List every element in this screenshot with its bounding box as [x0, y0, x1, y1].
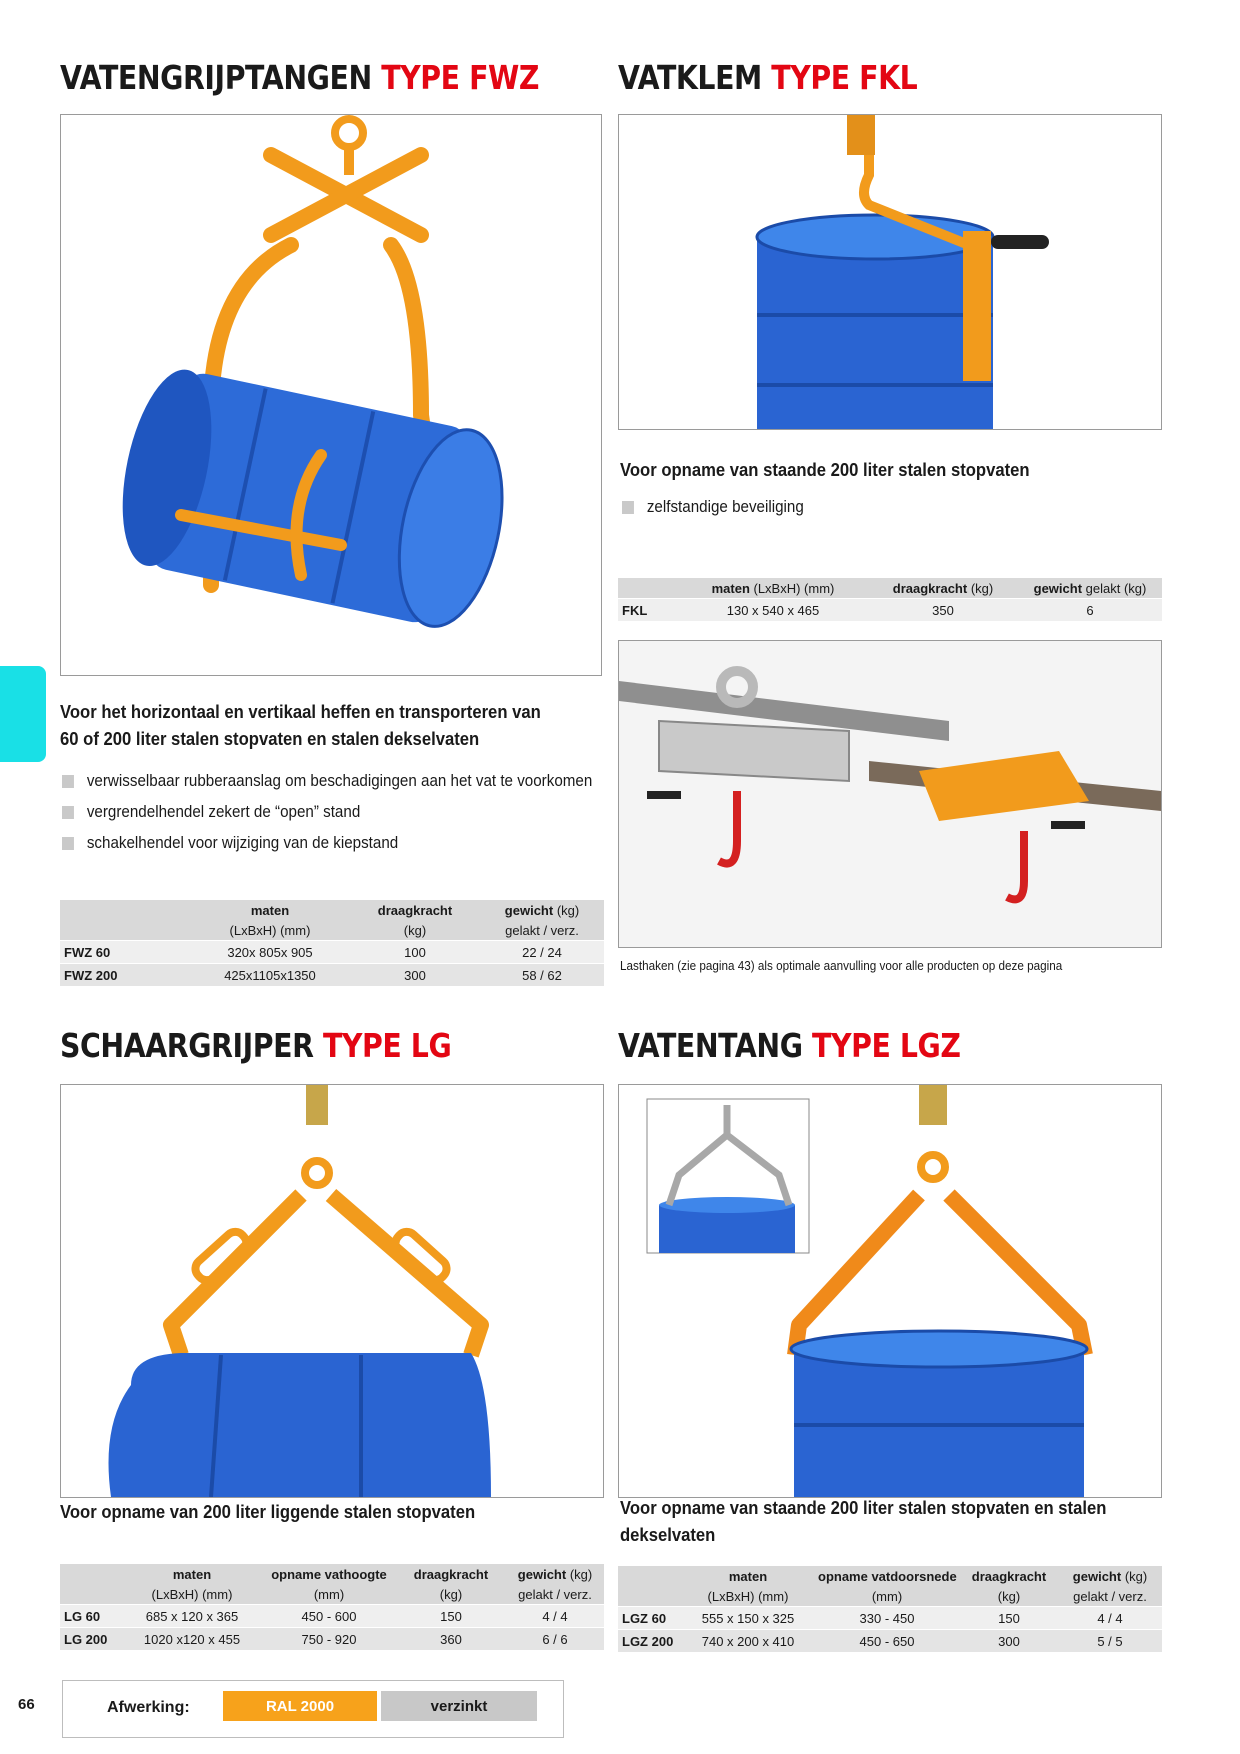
- table-header-sub: (kg): [960, 1586, 1058, 1607]
- fwz-title: VATENGRIJPTANGEN TYPE FWZ: [60, 58, 540, 97]
- fkl-product-photo: [618, 114, 1162, 430]
- lasthaken-product-photo: [618, 640, 1162, 948]
- finish-ral-swatch: RAL 2000: [223, 1691, 377, 1721]
- fkl-title: VATKLEM TYPE FKL: [618, 58, 918, 97]
- table-row: LG 200 1020 x120 x 455 750 - 920 360 6 / 6: [60, 1628, 604, 1651]
- lg-subtitle: Voor opname van 200 liter liggende stalen stopvaten: [60, 1501, 476, 1522]
- fwz-subtitle: Voor het horizontaal en vertikaal heffen en transporteren van 60 of 200 liter stalen stopvaten en stalen dekselvaten: [60, 701, 541, 749]
- lgz-title: VATENTANG TYPE LGZ: [618, 1026, 961, 1065]
- fkl-spec-table: [618, 578, 1162, 621]
- fwz-spec-table: [60, 900, 604, 986]
- table-row: FKL 130 x 540 x 465 350 6: [618, 599, 1162, 622]
- table-header: draagkracht: [396, 1564, 506, 1584]
- table-header-sub: (LxBxH) (mm): [122, 1584, 262, 1605]
- fwz-feature-list: [62, 766, 638, 859]
- finish-box: [62, 1680, 564, 1738]
- table-header-sub: (LxBxH) (mm): [682, 1586, 814, 1607]
- table-header: opname vatdoorsnede: [814, 1566, 960, 1586]
- table-header: gewicht (kg): [1058, 1566, 1162, 1586]
- table-header: draagkracht: [350, 900, 480, 920]
- lgz-spec-table: [618, 1566, 1162, 1652]
- table-header: draagkracht: [960, 1566, 1058, 1586]
- table-header: gewicht (kg): [506, 1564, 604, 1584]
- bullet-square-icon: [622, 501, 634, 514]
- fwz-feature-item: schakelhendel voor wijziging van de kiepstand: [62, 828, 592, 859]
- lg-product-photo: [60, 1084, 604, 1498]
- table-header: draagkracht (kg): [868, 578, 1018, 599]
- table-header: maten (LxBxH) (mm): [678, 578, 868, 599]
- table-header-sub: (LxBxH) (mm): [190, 920, 350, 941]
- table-header-sub: (kg): [396, 1584, 506, 1605]
- table-header-sub: gelakt / verz.: [480, 920, 604, 941]
- table-header: gewicht (kg): [480, 900, 604, 920]
- page-number: 66: [18, 1696, 35, 1713]
- section-tab-marker: [0, 666, 46, 762]
- table-header-sub: (mm): [814, 1586, 960, 1607]
- table-header: gewicht gelakt (kg): [1018, 578, 1162, 599]
- table-row: LGZ 200 740 x 200 x 410 450 - 650 300 5 / 5: [618, 1630, 1162, 1653]
- fwz-feature-item: verwisselbaar rubberaanslag om beschadigingen aan het vat te voorkomen: [62, 766, 592, 797]
- table-header-sub: gelakt / verz.: [1058, 1586, 1162, 1607]
- table-row: FWZ 200 425x1105x1350 300 58 / 62: [60, 964, 604, 987]
- finish-label: Afwerking:: [107, 1699, 190, 1716]
- lg-spec-table: [60, 1564, 604, 1650]
- fwz-feature-item: vergrendelhendel zekert de “open” stand: [62, 797, 592, 828]
- table-header: opname vathoogte: [262, 1564, 396, 1584]
- fkl-subtitle: Voor opname van staande 200 liter stalen stopvaten: [620, 459, 1030, 480]
- bullet-square-icon: [62, 837, 74, 850]
- table-header: maten: [682, 1566, 814, 1586]
- table-header: maten: [122, 1564, 262, 1584]
- fkl-feature-item: zelfstandige beveiliging: [622, 492, 804, 522]
- table-header: maten: [190, 900, 350, 920]
- table-row: LG 60 685 x 120 x 365 450 - 600 150 4 / 4: [60, 1605, 604, 1628]
- table-header-sub: gelakt / verz.: [506, 1584, 604, 1605]
- table-row: FWZ 60 320x 805x 905 100 22 / 24: [60, 941, 604, 964]
- fwz-product-photo: [60, 114, 602, 676]
- table-header-sub: (kg): [350, 920, 480, 941]
- lgz-subtitle: Voor opname van staande 200 liter stalen stopvaten en stalen dekselvaten: [620, 1497, 1107, 1545]
- table-header-sub: (mm): [262, 1584, 396, 1605]
- lgz-product-photo: [618, 1084, 1162, 1498]
- lasthaken-note: Lasthaken (zie pagina 43) als optimale aanvulling voor alle producten op deze pagina: [620, 958, 1063, 973]
- bullet-square-icon: [62, 775, 74, 788]
- finish-zinc-swatch: verzinkt: [381, 1691, 537, 1721]
- lg-title: SCHAARGRIJPER TYPE LG: [60, 1026, 452, 1065]
- bullet-square-icon: [62, 806, 74, 819]
- table-row: LGZ 60 555 x 150 x 325 330 - 450 150 4 / 4: [618, 1607, 1162, 1630]
